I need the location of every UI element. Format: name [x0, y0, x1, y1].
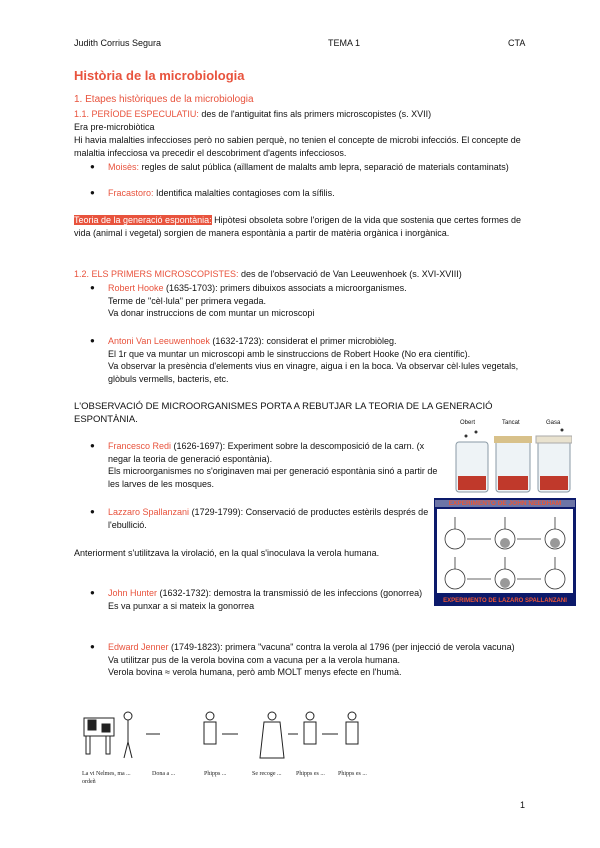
section-1-1	[74, 108, 534, 121]
bullet-icon: ●	[90, 507, 95, 516]
needham-spallanzani-figure	[434, 498, 576, 606]
spallanzani-text: (1729-1799): Conservació de productes estèrils després de l'ebullició.	[108, 507, 429, 530]
bullet-icon: ●	[90, 441, 95, 450]
jenner-name: Edward Jenner	[108, 642, 169, 652]
redi-name: Francesco Redi	[108, 441, 172, 451]
jar-label-gauze: Gasa	[546, 420, 561, 426]
bullet-icon: ●	[90, 283, 95, 292]
list-item-jenner	[90, 641, 528, 679]
hooke-line-2: Terme de "cèl·lula" per primera vegada.	[108, 295, 266, 306]
list-item-spallanzani	[90, 506, 438, 531]
redi-line-2: Els microorganismes no s'originaven mai per generació espontània sinó a partir de les larves de les mosques.	[108, 466, 438, 489]
header-subject: CTA	[508, 38, 526, 48]
hunter-line-2: Es va punxar a si mateix la gonorrea	[108, 600, 255, 611]
redi-text: (1626-1697): Experiment sobre la descomposició de la carn. (x negar la teoria de generació espontània).	[108, 441, 425, 464]
teoria-paragraph	[74, 214, 534, 239]
jenner-sequence-figure	[82, 706, 372, 766]
section-subtitle: 1. Etapes històriques de la microbiologia	[74, 94, 254, 105]
jenner-text: (1749-1823): primera "vacuna" contra la verola al 1796 (per injecció de verola vacuna)	[168, 642, 515, 652]
list-item-hooke	[90, 282, 528, 320]
teoria-text: Hipòtesi obsoleta sobre l'origen de la vida que sostenia que certes formes de vida (animal i vegetal) sorgien de manera espontània a partir de matèria orgànica i inorgànica.	[74, 215, 522, 238]
bullet-icon: ●	[90, 162, 95, 171]
bullet-icon: ●	[90, 642, 95, 651]
era-line: Era pre-microbiòtica	[74, 122, 155, 132]
jenner-line-2: Va utilitzar pus de la verola bovina com a vacuna per a la verola humana.	[108, 654, 400, 665]
list-item-hunter	[90, 587, 438, 612]
section-1-2-label: 1.2. ELS PRIMERS MICROSCOPISTES:	[74, 269, 239, 279]
jenner-caption-1: La vi Nelmes, ma ... ordeñ	[82, 771, 131, 785]
hooke-line-1: (1635-1703): primers dibuixos associats a microorganismes.	[163, 283, 407, 293]
redi-jars-figure	[452, 420, 572, 498]
spallanzani-title: EXPERIMENTO DE LAZARO SPALLANZANI	[443, 598, 567, 604]
bullet-icon: ●	[90, 588, 95, 597]
leeuwenhoek-line-2: El 1r que va muntar un microscopi amb le sinstruccions de Robert Hooke (No era científic).	[108, 348, 471, 359]
jenner-caption-6: Phipps es ...	[338, 771, 367, 777]
fracastoro-text: Identifica malalties contagioses com la sífilis.	[153, 188, 335, 198]
virolacio-paragraph: Anteriorment s'utilitzava la virolació, en la qual s'inoculava la verola humana.	[74, 548, 380, 558]
bullet-icon: ●	[90, 188, 95, 197]
hooke-line-3: Va donar instruccions de com muntar un microscopi	[108, 308, 315, 318]
list-item-fracastoro	[90, 187, 538, 200]
jar-label-open: Obert	[460, 420, 476, 426]
needham-title: EXPERIMENTO DE JOHN NEEDHAM	[435, 500, 575, 507]
jenner-caption-5: Phipps es ...	[296, 771, 325, 777]
jars-illustration	[452, 428, 572, 498]
moises-text: regles de salut pública (aïllament de malalts amb lepra, separació de materials contaminats)	[139, 162, 509, 172]
teoria-label: Teoria de la generació espontània:	[74, 215, 212, 225]
header-author: Judith Corrius Segura	[74, 38, 162, 48]
spallanzani-name: Lazzaro Spallanzani	[108, 507, 190, 517]
leeuwenhoek-line-1: (1632-1723): considerat el primer microbiòleg.	[209, 336, 397, 346]
hunter-name: John Hunter	[108, 588, 158, 598]
page-number: 1	[520, 800, 526, 810]
leeuwenhoek-name: Antoni Van Leeuwenhoek	[108, 336, 210, 346]
hooke-name: Robert Hooke	[108, 283, 164, 293]
list-item-redi	[90, 440, 438, 490]
observation-heading: L'OBSERVACIÓ DE MICROORGANISMES PORTA A REBUTJAR LA TEORIA DE LA GENERACIÓ ESPONTÀNIA.	[74, 401, 493, 425]
bullet-icon: ●	[90, 336, 95, 345]
jenner-caption-4: Se recoge ...	[252, 771, 282, 777]
section-1-2-text: des de l'observació de Van Leeuwenhoek (s. XVI-XVIII)	[238, 269, 462, 279]
jenner-caption-3: Phipps ...	[204, 771, 227, 777]
moises-name: Moisès:	[108, 162, 140, 172]
section-1-1-text: des de l'antiguitat fins als primers microscopistes (s. XVII)	[198, 109, 432, 119]
hunter-text: (1632-1732): demostra la transmissió de les infeccions (gonorrea)	[157, 588, 423, 598]
header-topic: TEMA 1	[328, 38, 361, 48]
page-title: Història de la microbiologia	[74, 68, 245, 83]
section-1-1-label: 1.1. PERÍODE ESPECULATIU:	[74, 109, 199, 119]
list-item-moises	[90, 161, 538, 174]
section-1-2	[74, 268, 534, 281]
jenner-caption-2: Dona a ...	[152, 771, 176, 777]
leeuwenhoek-line-3: Va observar la presència d'elements vius en vinagre, aigua i en la boca. Va observar cèl·lules vegetals, glòbuls vermells, bacteris, etc.	[108, 361, 519, 384]
flask-illustration	[437, 509, 573, 593]
list-item-leeuwenhoek	[90, 335, 528, 385]
fracastoro-name: Fracastoro:	[108, 188, 154, 198]
intro-paragraph: Hi havia malalties infeccioses però no sabien perquè, no tenien el concepte de microbi infecciós. El concepte de malaltia infecciosa va precedir el descobriment d'agents infecciosos.	[74, 135, 521, 158]
jenner-line-3: Verola bovina ≈ verola humana, però amb MOLT menys efecte en l'humà.	[108, 667, 402, 677]
jar-label-closed: Tancat	[502, 420, 520, 426]
